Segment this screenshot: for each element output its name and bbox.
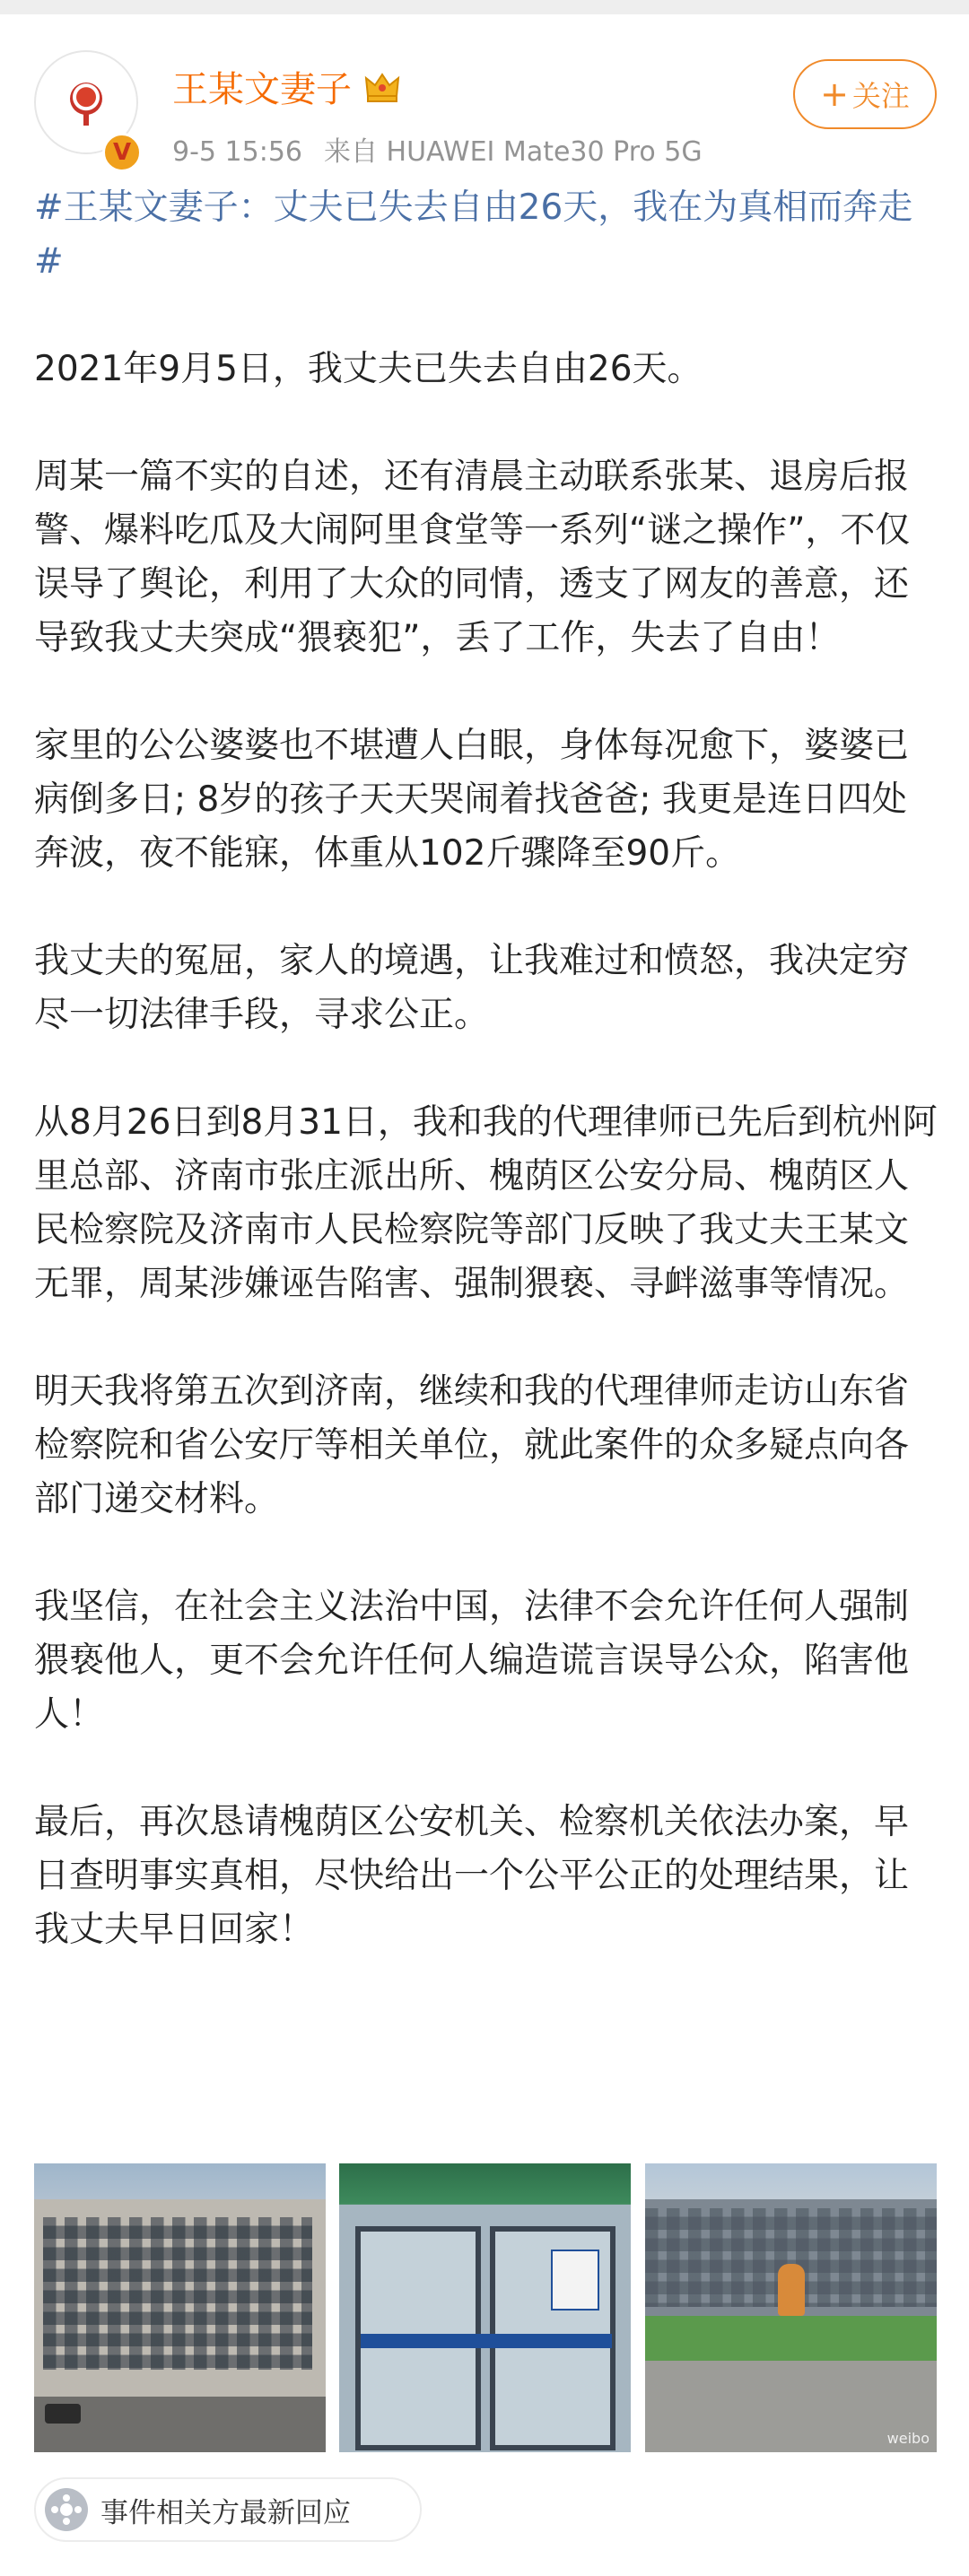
follow-label: 关注 (851, 79, 910, 113)
event-chip-label: 事件相关方最新回应 (100, 2496, 351, 2529)
photo-police-station-door[interactable] (339, 2163, 631, 2452)
lawn (645, 2316, 937, 2361)
building-windows (43, 2217, 312, 2370)
post-body (34, 181, 940, 1957)
post-header (0, 14, 969, 176)
crown-icon (364, 71, 400, 103)
post-paragraph-3: 家里的公公婆婆也不堪遭人白眼，身体每况愈下，婆婆已病倒多日; 8岁的孩子天天哭闹着找爸爸; 我更是连日四处奔波，夜不能寐，体重从102斤骤降至90斤。 (34, 726, 910, 874)
verified-badge-icon: V (102, 133, 142, 172)
car (45, 2404, 81, 2424)
photo-watermark: weibo (886, 2430, 930, 2447)
post-timestamp: 9-5 15:56 (172, 136, 302, 168)
post-paragraph-5: 从8月26日到8月31日，我和我的代理律师已先后到杭州阿里总部、济南市张庄派出所、槐荫区公安分局、槐荫区人民检察院及济南市人民检察院等部门反映了我丈夫王某文无罪，周某涉嫌诬告陷害、强制猥亵、寻衅滋事等情况。 (34, 1102, 938, 1304)
username-row[interactable] (172, 61, 400, 112)
avatar-emblem-stem (83, 113, 89, 126)
photo-alibaba-campus[interactable] (645, 2163, 937, 2452)
event-icon (45, 2488, 88, 2531)
post-paragraph-7: 我坚信，在社会主义法治中国，法律不会允许任何人强制猥亵他人，更不会允许任何人编造谎言误导公众，陷害他人！ (34, 1587, 910, 1735)
follow-button[interactable] (793, 59, 937, 129)
notice-sign (551, 2250, 599, 2311)
hashtag-topic[interactable]: #王某文妻子：丈夫已失去自由26天，我在为真相而奔走# (34, 187, 913, 282)
top-divider (0, 0, 969, 14)
avatar-emblem-icon (70, 83, 102, 115)
username[interactable]: 王某文妻子 (172, 69, 352, 110)
plus-icon: + (820, 74, 849, 114)
mascot-statue (778, 2264, 805, 2316)
post-paragraph-4: 我丈夫的冤屈，家人的境遇，让我难过和愤怒，我决定穷尽一切法律手段，寻求公正。 (34, 941, 910, 1035)
photo-grid (34, 2163, 937, 2452)
post-meta (172, 129, 724, 169)
photo-government-building[interactable] (34, 2163, 326, 2452)
post-paragraph-6: 明天我将第五次到济南，继续和我的代理律师走访山东省检察院和省公安厅等相关单位，就此案件的众多疑点向各部门递交材料。 (34, 1371, 910, 1519)
post-paragraph-1: 2021年9月5日，我丈夫已失去自由26天。 (34, 349, 703, 389)
post-paragraph-8: 最后，再次恳请槐荫区公安机关、检察机关依法办案，早日查明事实真相，尽快给出一个公平公正的处理结果，让我丈夫早日回家！ (34, 1802, 910, 1950)
post-source: 来自 HUAWEI Mate30 Pro 5G (324, 136, 703, 168)
police-stripe (361, 2334, 612, 2348)
event-response-chip[interactable] (34, 2477, 422, 2542)
post-paragraph-2: 周某一篇不实的自述，还有清晨主动联系张某、退房后报警、爆料吃瓜及大闹阿里食堂等一系列“谜之操作”，不仅误导了舆论，利用了大众的同情，透支了网友的善意，还导致我丈夫突成“猥亵犯”，丢了工作，失去了自由！ (34, 457, 911, 658)
